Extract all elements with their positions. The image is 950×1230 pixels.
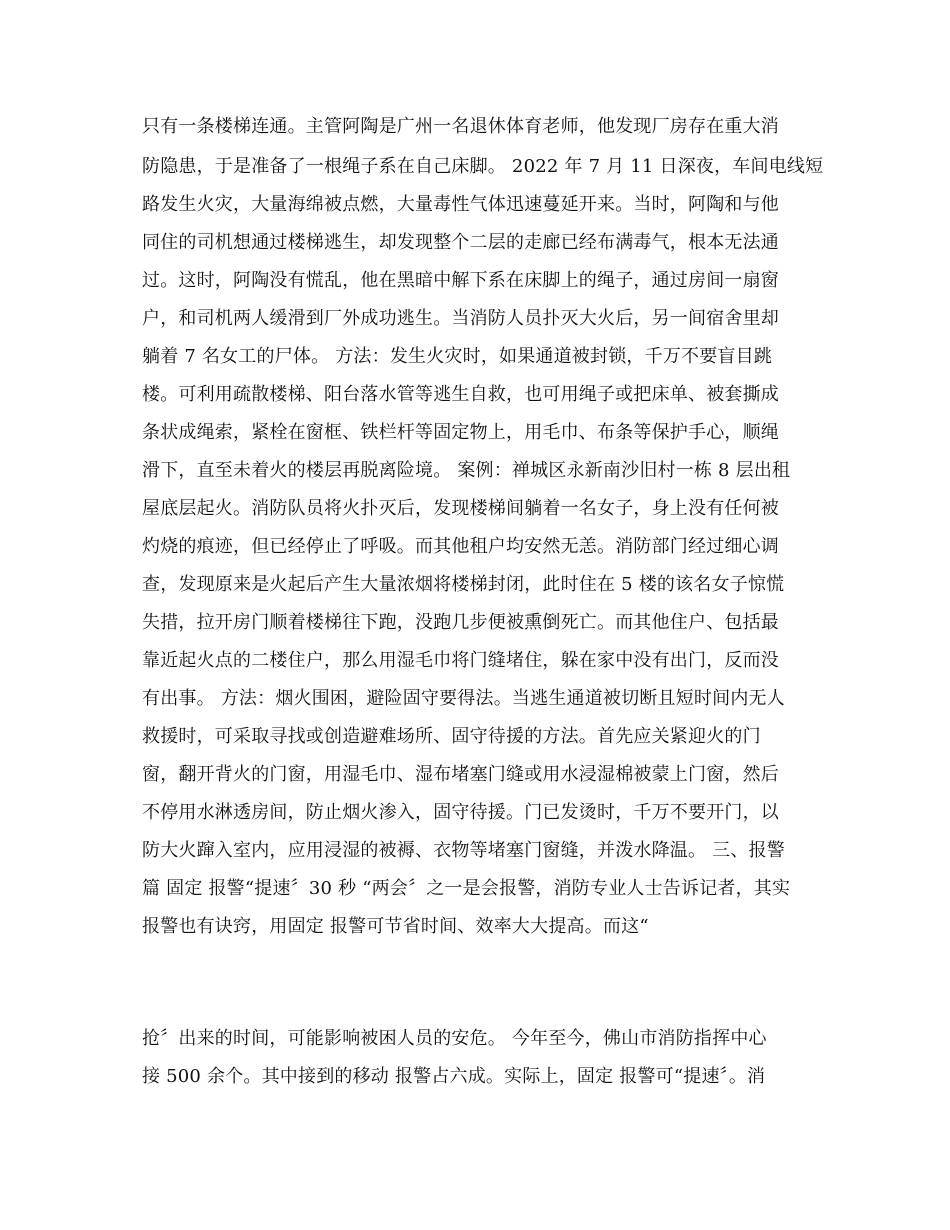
text-line: 报警也有诀窍，用固定 报警可节省时间、效率大大提高。而这“	[142, 916, 649, 937]
text-line: 不停用水淋透房间，防止烟火渗入，固守待援。门已发烫时，千万不要开门，以	[142, 802, 779, 823]
text-line: 靠近起火点的二楼住户，那么用湿毛巾将门缝堵住，躲在家中没有出门，反而没	[142, 650, 779, 671]
text-line: 滑下，直至未着火的楼层再脱离险境。 案例：禅城区永新南沙旧村一栋 8 层出租	[142, 460, 791, 481]
text-line: 户，和司机两人缓滑到厂外成功逃生。当消防人员扑灭大火后，另一间宿舍里却	[142, 308, 779, 329]
text-line: 救援时，可采取寻找或创造避难场所、固守待援的方法。首先应关紧迎火的门	[142, 726, 761, 747]
text-line: 篇 固定 报警“提速〞30 秒 “两会〞之一是会报警，消防专业人士告诉记者，其实	[142, 878, 791, 899]
text-line: 同住的司机想通过楼梯逃生，却发现整个二层的走廊已经布满毒气，根本无法通	[142, 232, 779, 253]
text-line: 防隐患，于是准备了一根绳子系在自己床脚。 2022 年 7 月 11 日深夜，车间电线短	[142, 156, 824, 177]
text-line: 查，发现原来是火起后产生大量浓烟将楼梯封闭，此时住在 5 楼的该名女子惊慌	[142, 574, 785, 595]
text-line: 接 500 余个。其中接到的移动 报警占六成。实际上，固定 报警可“提速〞。消	[142, 1066, 766, 1087]
text-line: 屋底层起火。消防队员将火扑灭后，发现楼梯间躺着一名女子，身上没有任何被	[142, 498, 779, 519]
text-line: 躺着 7 名女工的尸体。 方法：发生火灾时，如果通道被封锁，千万不要盲目跳	[142, 346, 773, 367]
text-line: 窗，翻开背火的门窗，用湿毛巾、湿布堵塞门缝或用水浸湿棉被蒙上门窗，然后	[142, 764, 779, 785]
text-line: 有出事。 方法：烟火围困，避险固守要得法。当逃生通道被切断且短时间内无人	[142, 688, 785, 709]
text-line: 路发生火灾，大量海绵被点燃，大量毒性气体迅速蔓延开来。当时，阿陶和与他	[142, 194, 779, 215]
text-line: 灼烧的痕迹，但已经停止了呼吸。而其他租户均安然无恙。消防部门经过细心调	[142, 536, 779, 557]
text-line: 楼。可利用疏散楼梯、阳台落水管等逃生自救，也可用绳子或把床单、被套撕成	[142, 384, 779, 405]
text-line: 过。这时，阿陶没有慌乱，他在黑暗中解下系在床脚上的绳子，通过房间一扇窗	[142, 270, 779, 291]
text-line: 防大火蹿入室内，应用浸湿的被褥、衣物等堵塞门窗缝，并泼水降温。 三、报警	[142, 840, 785, 861]
text-line: 失措，拉开房门顺着楼梯往下跑，没跑几步便被熏倒死亡。而其他住户、包括最	[142, 612, 779, 633]
text-line: 条状成绳索，紧栓在窗框、铁栏杆等固定物上，用毛巾、布条等保护手心，顺绳	[142, 422, 779, 443]
text-line: 只有一条楼梯连通。主管阿陶是广州一名退休体育老师，他发现厂房存在重大消	[142, 116, 779, 137]
text-line: 抢〞出来的时间，可能影响被困人员的安危。 今年至今，佛山市消防指挥中心	[142, 1028, 767, 1049]
